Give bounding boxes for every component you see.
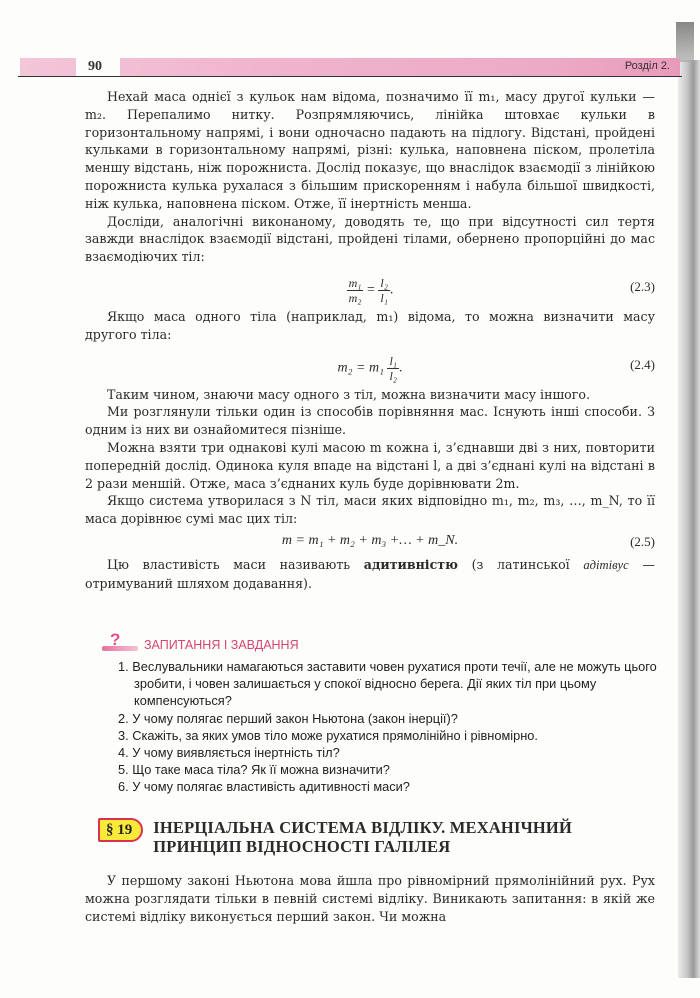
- paragraph: Можна взяти три однакові кулі масою m кожна і, з’єднавши дві з них, повторити попередній дослід. Одинока куля впаде на відстані l, а дві з’єднані кулі на відстані в 2 рази меншій. Отже, маса з’єднаних куль буде дорівнювати 2m.: [85, 439, 655, 491]
- paragraph-additivity: [85, 556, 655, 593]
- paragraph: Якщо маса одного тіла (наприклад, m₁) відома, то можна визначити масу другого тіла:: [85, 308, 655, 342]
- page-number: 90: [88, 59, 102, 74]
- section-title-line: ІНЕРЦІАЛЬНА СИСТЕМА ВІДЛІКУ. МЕХАНІЧНИЙ: [153, 818, 573, 837]
- section-title: [153, 818, 572, 856]
- eq-numerator: l₁: [389, 353, 397, 368]
- equation-number: (2.5): [630, 533, 655, 549]
- eq-lhs: m₂ = m₁: [337, 360, 384, 376]
- paragraph: Якщо система утворилася з N тіл, маси яких відповідно m₁, m₂, m₃, …, m_N, то її маса дорівнює сумі мас цих тіл:: [85, 493, 655, 527]
- page-corner-shadow: [676, 22, 694, 62]
- question-item: 2. У чому полягає перший закон Ньютона (закон інерції)?: [118, 710, 458, 726]
- question-item: 3. Скажіть, за яких умов тіло може рухатися прямолінійно і рівномірно.: [118, 727, 538, 743]
- equation-2-5: [85, 530, 655, 554]
- section-heading: [98, 818, 572, 856]
- questions-title: ЗАПИТАННЯ І ЗАВДАННЯ: [144, 638, 299, 652]
- text: Цю властивість маси називають: [107, 556, 364, 572]
- equation-2-4: m₂ = m₁ $\frac{\text{l₁}}{\text{l₂}}$ . (2.4): [337, 353, 655, 383]
- question-item: 4. У чому виявляється інертність тіл?: [118, 745, 340, 761]
- paragraph: Нехай маса однієї з кульок нам відома, позначимо її m₁, масу другої кульки — m₂. Перепалимо нитку. Розпрямляючись, лінійка штовхає кульки в горизонтальному напрямі, і вони одночасно падають на підлогу. Відстані, пройдені кульками в горизонтальному напрямі, різні: кулька, наповнена піском, пролетіла меншу відстань, ніж порожниста. Дослід показує, що внаслідок взаємодії з лінійкою порожниста кулька рухалася з більшим прискоренням і набула більшої швидкості, ніж кулька, наповнена піском. Отже, її інертність менша.: [85, 89, 655, 211]
- question-item: 5. Що таке маса тіла? Як її можна визначити?: [118, 762, 390, 778]
- eq-numerator: l₂: [380, 275, 388, 290]
- questions-heading: [100, 630, 299, 654]
- body-text: [85, 88, 655, 593]
- question-item: 1. Веслувальники намагаються заставити човен рухатися проти течії, але не можуть цього зробити, і човен залишається у спокої відносно берега. Дії яких тіл при цьому компенсуються?: [118, 659, 657, 709]
- question-item: 6. У чому полягає властивість адитивності маси?: [118, 779, 410, 795]
- eq-denominator: l₁: [380, 290, 388, 305]
- text: (з латинської: [457, 556, 584, 572]
- section-body: [85, 872, 655, 925]
- text: — отримуваний шляхом додавання).: [85, 556, 655, 591]
- question-mark-icon: ?: [100, 636, 140, 654]
- questions-list: [118, 658, 658, 796]
- paragraph: Таким чином, знаючи масу одного з тіл, можна визначити масу іншого.: [107, 386, 590, 402]
- section-number-badge: § 19: [98, 818, 143, 842]
- eq-expression: m = m₁ + m₂ + m₃ +… + m_N.: [281, 532, 459, 548]
- paragraph: Досліди, аналогічні виконаному, доводять те, що при відсутності сил тертя завжди внаслідок взаємодії відстані, пройдені тілами, обернено пропорційні до мас взаємодіючих тіл:: [85, 213, 655, 265]
- equation-2-3: $\frac{\text{m₁}}{\text{m₂}}$ = $\frac{\text{l₂}}{\text{l₁}}$ . (2.3): [348, 275, 655, 305]
- section-title-line: ПРИНЦИП ВІДНОСНОСТІ ГАЛІЛЕЯ: [153, 837, 451, 856]
- eq-denominator: l₂: [389, 368, 397, 383]
- eq-numerator: m₁: [348, 275, 362, 290]
- paragraph: У першому законі Ньютона мова йшла про рівномірний прямолінійний рух. Рух можна розглядати тільки в певній системі відліку. Виникають запитання: в якій же системі відліку виконується перший закон. Чи можна: [85, 873, 655, 924]
- term-italic: адітівус: [583, 557, 629, 572]
- equation-number: (2.4): [630, 356, 655, 372]
- page-edge-shadow: [678, 60, 700, 978]
- chapter-label: Розділ 2.: [624, 60, 670, 72]
- equation-number: (2.3): [630, 278, 655, 294]
- paragraph: Ми розглянули тільки один із способів порівняння мас. Існують інші способи. З одним із них ви ознайомитеся пізніше.: [85, 404, 655, 438]
- eq-denominator: m₂: [348, 290, 362, 305]
- header-rule: [18, 76, 682, 77]
- term-bold: адитивністю: [363, 556, 458, 572]
